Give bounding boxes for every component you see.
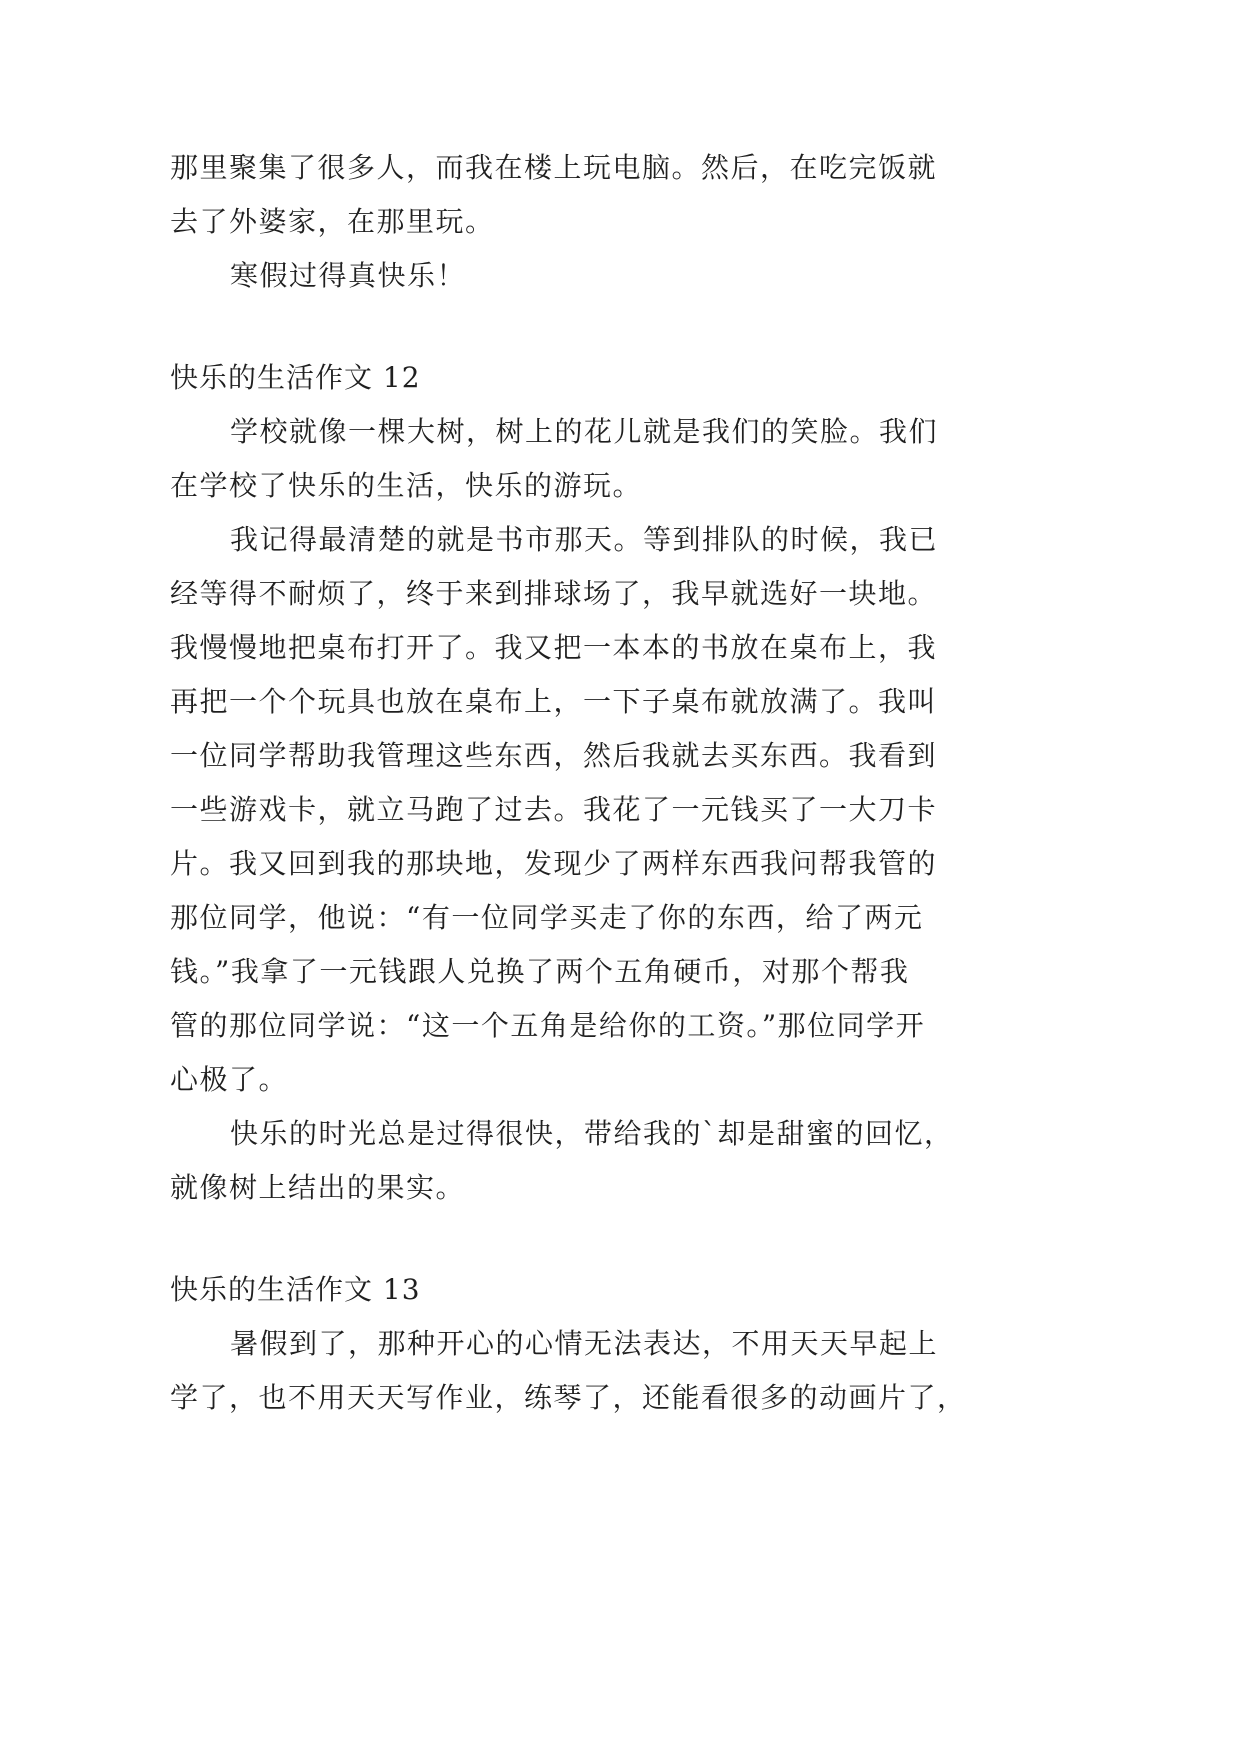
text-line: 在学校了快乐的生活，快乐的游玩。 (170, 469, 643, 502)
text-line: 经等得不耐烦了，终于来到排球场了，我早就选好一块地。 (170, 577, 938, 610)
text-line: 我记得最清楚的就是书市那天。等到排队的时候，我已 (230, 523, 939, 556)
text-line: 我慢慢地把桌布打开了。我又把一本本的书放在桌布上，我 (170, 631, 938, 664)
text-line: 暑假到了，那种开心的心情无法表达，不用天天早起上 (230, 1327, 939, 1360)
paragraph (170, 1107, 1241, 1215)
essay-title: 快乐的生活作文 12 (170, 361, 421, 394)
text-line: 那里聚集了很多人，而我在楼上玩电脑。然后，在吃完饭就 (170, 151, 938, 184)
text-line: 学校就像一棵大树，树上的花儿就是我们的笑脸。我们 (230, 415, 939, 448)
essay-13 (170, 1263, 1241, 1425)
paragraph (170, 1317, 1241, 1425)
text-line: 管的那位同学说：“这一个五角是给你的工资。”那位同学开 (170, 1009, 926, 1042)
paragraph (170, 405, 1241, 513)
closing-paragraph (170, 249, 1241, 303)
text-line: 片。我又回到我的那块地，发现少了两样东西我问帮我管的 (170, 847, 938, 880)
paragraph (170, 513, 1241, 1107)
essay-title: 快乐的生活作文 13 (170, 1273, 421, 1306)
text-line: 快乐的时光总是过得很快，带给我的`却是甜蜜的回忆， (230, 1117, 954, 1150)
text-line: 学了，也不用天天写作业，练琴了，还能看很多的动画片了， (170, 1381, 967, 1414)
text-line: 去了外婆家，在那里玩。 (170, 205, 495, 238)
text-line: 一位同学帮助我管理这些东西，然后我就去买东西。我看到 (170, 739, 938, 772)
text-line: 那位同学，他说：“有一位同学买走了你的东西，给了两元 (170, 901, 924, 934)
text-line: 心极了。 (170, 1063, 289, 1096)
continued-paragraph (170, 141, 1241, 249)
essay-12 (170, 351, 1241, 1215)
text-line: 再把一个个玩具也放在桌布上，一下子桌布就放满了。我叫 (170, 685, 938, 718)
text-line: 一些游戏卡，就立马跑了过去。我花了一元钱买了一大刀卡 (170, 793, 938, 826)
text-line: 就像树上结出的果实。 (170, 1171, 466, 1204)
text-line: 寒假过得真快乐！ (230, 259, 467, 292)
text-line: 钱。”我拿了一元钱跟人兑换了两个五角硬币，对那个帮我 (170, 955, 910, 988)
